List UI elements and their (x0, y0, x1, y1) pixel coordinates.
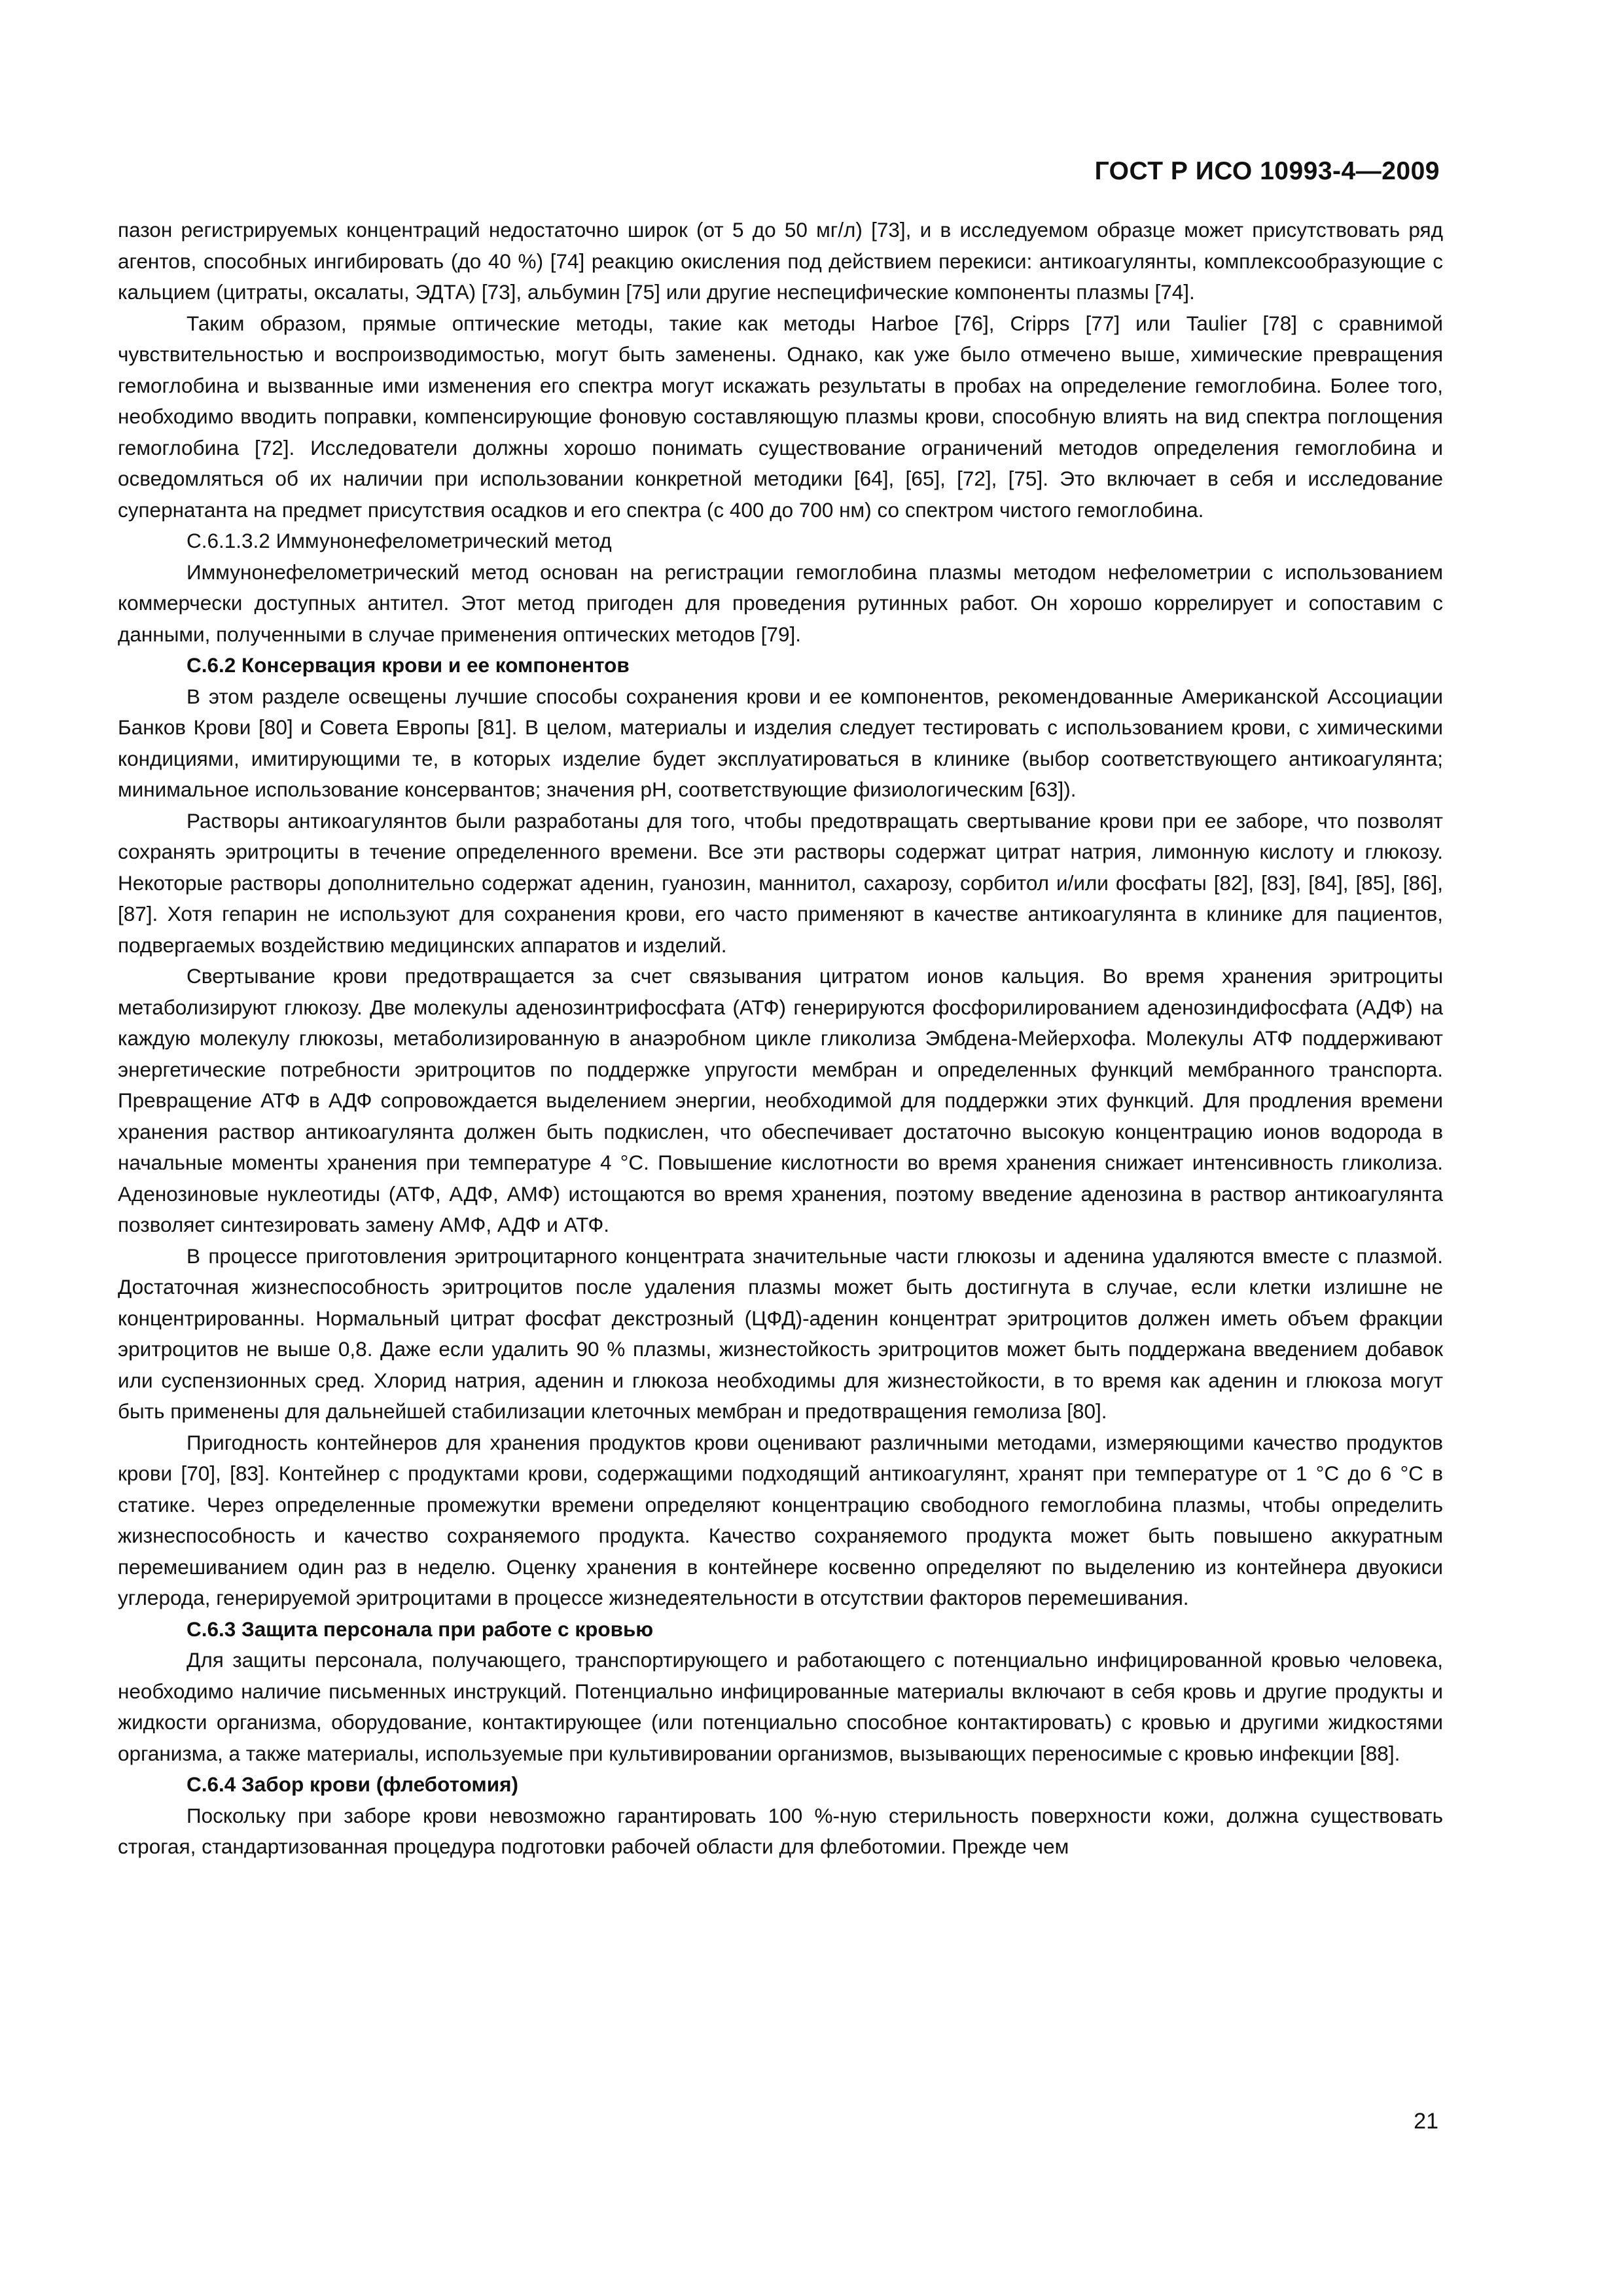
paragraph: Для защиты персонала, получающего, транспортирующего и работающего с потенциально инфицированной кровью человека, необходимо наличие письменных инструкций. Потенциально инфицированные материалы включают в себя кровь и другие продукты и жидкости организма, оборудование, контактирующее (или потенциально способное контактировать) с кровью и другими жидкостями организма, а также материалы, используемые при культивировании организмов, вызывающих переносимые с кровью инфекции [88]. (118, 1648, 1443, 1765)
paragraph: Иммунонефелометрический метод основан на регистрации гемоглобина плазмы методом нефелометрии с использованием коммерчески доступных антител. Этот метод пригоден для проведения рутинных работ. Он хорошо коррелирует и сопоставим с данными, полученными в случае применения оптических методов [79]. (118, 560, 1443, 646)
paragraph: Поскольку при заборе крови невозможно гарантировать 100 %-ную стерильность поверхности кожи, должна существовать строгая, стандартизованная процедура подготовки рабочей области для флеботомии. Прежде чем (118, 1803, 1443, 1858)
subsection-heading: С.6.1.3.2 Иммунонефелометрический метод (187, 529, 612, 552)
page-body (118, 215, 1443, 1863)
paragraph: Таким образом, прямые оптические методы, такие как методы Harboe [76], Cripps [77] или Taulier [78] с сравнимой чувствительностью и воспроизводимостью, могут быть заменены. Однако, как уже было отмечено выше, химические превращения гемоглобина и вызванные ими изменения его спектра могут искажать результаты в пробах на определение гемоглобина. Более того, необходимо вводить поправки, компенсирующие фоновую составляющую плазмы крови, способную влиять на вид спектра поглощения гемоглобина [72]. Исследователи должны хорошо понимать существование ограничений методов определения гемоглобина и осведомляться об их наличии при использовании конкретной методики [64], [65], [72], [75]. Это включает в себя и исследование супернатанта на предмет присутствия осадков и его спектра (с 400 до 700 нм) со спектром чистого гемоглобина. (118, 311, 1443, 522)
section-heading: С.6.3 Защита персонала при работе с кровью (187, 1617, 654, 1641)
paragraph-continuation: пазон регистрируемых концентраций недостаточно широк (от 5 до 50 мг/л) [73], и в исследуемом образце может присутствовать ряд агентов, способных ингибировать (до 40 %) [74] реакцию окисления под действием перекиси: антикоагулянты, комплексообразующие с кальцием (цитраты, оксалаты, ЭДТА) [73], альбумин [75] или другие неспецифические компоненты плазмы [74]. (118, 218, 1443, 304)
paragraph: Свертывание крови предотвращается за счет связывания цитратом ионов кальция. Во время хранения эритроциты метаболизируют глюкозу. Две молекулы аденозинтрифосфата (АТФ) генерируются фосфорилированием аденозиндифосфата (АДФ) на каждую молекулу глюкозы, метаболизированную в анаэробном цикле гликолиза Эмбдена-Мейерхофа. Молекулы АТФ поддерживают энергетические потребности эритроцитов по поддержке упругости мембран и определенных функций мембранного транспорта. Превращение АТФ в АДФ сопровождается выделением энергии, необходимой для поддержки этих функций. Для продления времени хранения раствор антикоагулянта должен быть подкислен, что обеспечивает достаточно высокую концентрацию ионов водорода в начальные моменты хранения при температуре 4 °С. Повышение кислотности во время хранения снижает интенсивность гликолиза. Аденозиновые нуклеотиды (АТФ, АДФ, АМФ) истощаются во время хранения, поэтому введение аденозина в раствор антикоагулянта позволяет синтезировать замену АМФ, АДФ и АТФ. (118, 964, 1443, 1236)
section-heading: С.6.2 Консервация крови и ее компонентов (187, 653, 630, 677)
page-number: 21 (1414, 2109, 1438, 2134)
paragraph: В этом разделе освещены лучшие способы сохранения крови и ее компонентов, рекомендованные Американской Ассоциации Банков Крови [80] и Совета Европы [81]. В целом, материалы и изделия следует тестировать с использованием крови, с химическими кондициями, имитирующими те, в которых изделие будет эксплуатироваться в клинике (выбор соответствующего антикоагулянта; минимальное использование консервантов; значения рН, соответствующие физиологическим [63]). (118, 684, 1443, 801)
paragraph: Растворы антикоагулянтов были разработаны для того, чтобы предотвращать свертывание крови при ее заборе, что позволят сохранять эритроциты в течение определенного времени. Все эти растворы содержат цитрат натрия, лимонную кислоту и глюкозу. Некоторые растворы дополнительно содержат аденин, гуанозин, маннитол, сахарозу, сорбитол и/или фосфаты [82], [83], [84], [85], [86], [87]. Хотя гепарин не используют для сохранения крови, его часто применяют в качестве антикоагулянта в клинике для пациентов, подвергаемых воздействию медицинских аппаратов и изделий. (118, 808, 1443, 957)
document-id-header: ГОСТ Р ИСО 10993-4—2009 (1094, 157, 1440, 185)
section-heading: С.6.4 Забор крови (флеботомия) (187, 1772, 518, 1796)
paragraph: В процессе приготовления эритроцитарного концентрата значительные части глюкозы и аденина удаляются вместе с плазмой. Достаточная жизнеспособность эритроцитов после удаления плазмы может быть достигнута в случае, если клетки излишне не концентрированны. Нормальный цитрат фосфат декстрозный (ЦФД)-аденин концентрат эритроцитов должен иметь объем фракции эритроцитов не выше 0,8. Даже если удалить 90 % плазмы, жизнестойкость эритроцитов может быть поддержана введением добавок или суспензионных сред. Хлорид натрия, аденин и глюкоза необходимы для жизнестойкости, в то время как аденин и глюкоза могут быть применены для дальнейшей стабилизации клеточных мембран и предотвращения гемолиза [80]. (118, 1244, 1443, 1423)
paragraph: Пригодность контейнеров для хранения продуктов крови оценивают различными методами, измеряющими качество продуктов крови [70], [83]. Контейнер с продуктами крови, содержащими подходящий антикоагулянт, хранят при температуре от 1 °С до 6 °С в статике. Через определенные промежутки времени определяют концентрацию свободного гемоглобина плазмы, чтобы определить жизнеспособность и качество сохраняемого продукта. Качество сохраняемого продукта может быть повышено аккуратным перемешиванием один раз в неделю. Оценку хранения в контейнере косвенно определяют по выделению из контейнера двуокиси углерода, генерируемой эритроцитами в процессе жизнедеятельности в отсутствии факторов перемешивания. (118, 1430, 1443, 1609)
